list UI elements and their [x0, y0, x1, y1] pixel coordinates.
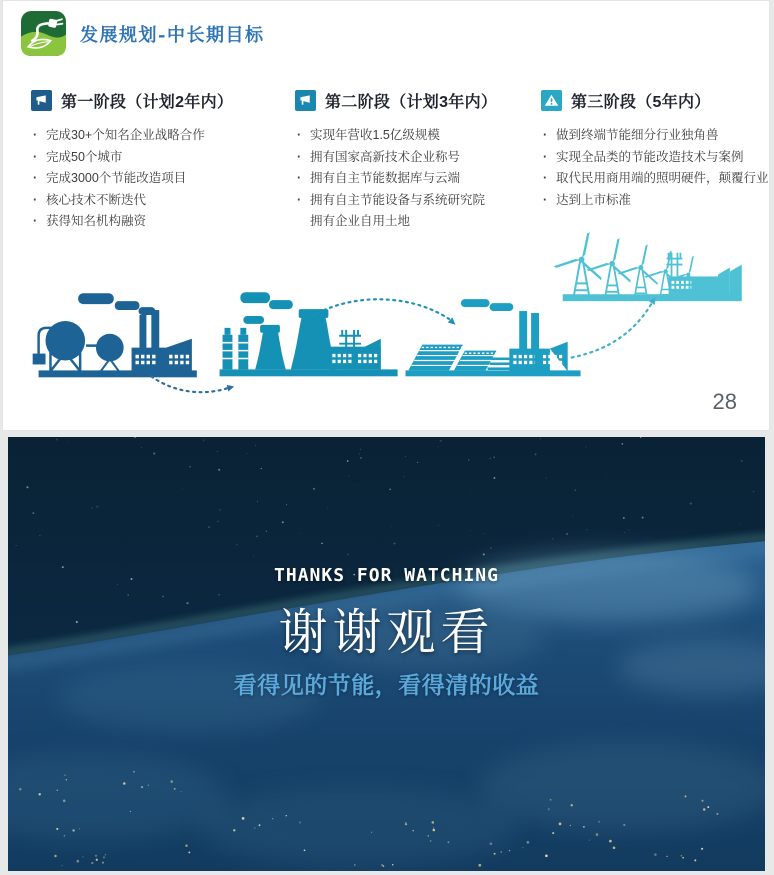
phase-3-title: 第三阶段（5年内） [571, 94, 711, 111]
phase-3-header [541, 89, 770, 112]
bullet-text: 核心技术不断迭代 [46, 192, 147, 207]
megaphone-icon [295, 90, 316, 111]
bullet-item [295, 168, 537, 190]
phase-3-bullet-list [541, 125, 770, 211]
phase-2-continuation: 拥有企业自用土地 [310, 214, 411, 228]
bullet-text: 拥有自主节能数据库与云端 [310, 171, 461, 185]
bullet-item [541, 168, 770, 190]
bullet-item [295, 190, 537, 212]
bullet-text: 实现年营收1.5亿级规模 [310, 128, 440, 142]
bullet-text: 完成3000个节能改造项目 [46, 171, 187, 185]
thanks-tagline: 看得见的节能，看得清的收益 [233, 672, 540, 698]
bullet-text: 完成50个城市 [46, 149, 123, 164]
bullet-item [31, 190, 287, 212]
thanks-subtitle: THANKS FOR WATCHING [274, 565, 499, 586]
phase-2-title: 第二阶段（计划3年内） [325, 94, 498, 111]
warning-icon [541, 90, 562, 111]
slide-header [20, 10, 264, 57]
megaphone-icon [31, 90, 52, 111]
wind-farm-illustration [553, 232, 741, 302]
phase-3-section [541, 89, 770, 211]
bullet-text: 取代民用商用端的照明硬件，颠覆行业 [556, 171, 769, 185]
factories-evolution-illustration [3, 226, 769, 405]
bullet-item [295, 147, 537, 169]
bullet-text: 做到终端节能细分行业独角兽 [556, 128, 719, 142]
bullet-item [31, 168, 287, 190]
slide-development-plan [2, 0, 770, 431]
phase-1-header [31, 89, 287, 112]
phase-2-bullet-list [295, 125, 537, 211]
bullet-text: 实现全品类的节能改造技术与案例 [556, 149, 744, 164]
power-plant-illustration [220, 292, 398, 376]
bullet-item [31, 147, 287, 169]
phase-1-bullet-list [31, 125, 287, 233]
phase-2-section [295, 89, 537, 233]
bullet-item [541, 125, 770, 147]
oil-refinery-illustration [33, 293, 197, 377]
bullet-item [31, 125, 287, 147]
bullet-item [541, 190, 770, 212]
phase-1-title: 第一阶段（计划2年内） [61, 94, 234, 111]
bullet-text: 拥有国家高新技术企业称号 [310, 149, 461, 164]
bullet-text: 获得知名机构融资 [46, 214, 147, 228]
plug-leaf-logo-icon [20, 10, 67, 57]
bullet-item [295, 125, 537, 147]
page-title: 发展规划-中长期目标 [80, 24, 265, 46]
slide-thanks [8, 437, 765, 871]
phase-1-section [31, 89, 287, 233]
phase-2-header [295, 89, 537, 112]
thanks-title: 谢谢观看 [278, 604, 495, 661]
bullet-text: 完成30+个知名企业战略合作 [46, 128, 205, 142]
bullet-text: 达到上市标准 [556, 192, 632, 207]
page-number: 28 [712, 389, 737, 414]
bullet-item [541, 147, 770, 169]
bullet-text: 拥有自主节能设备与系统研究院 [310, 192, 486, 207]
